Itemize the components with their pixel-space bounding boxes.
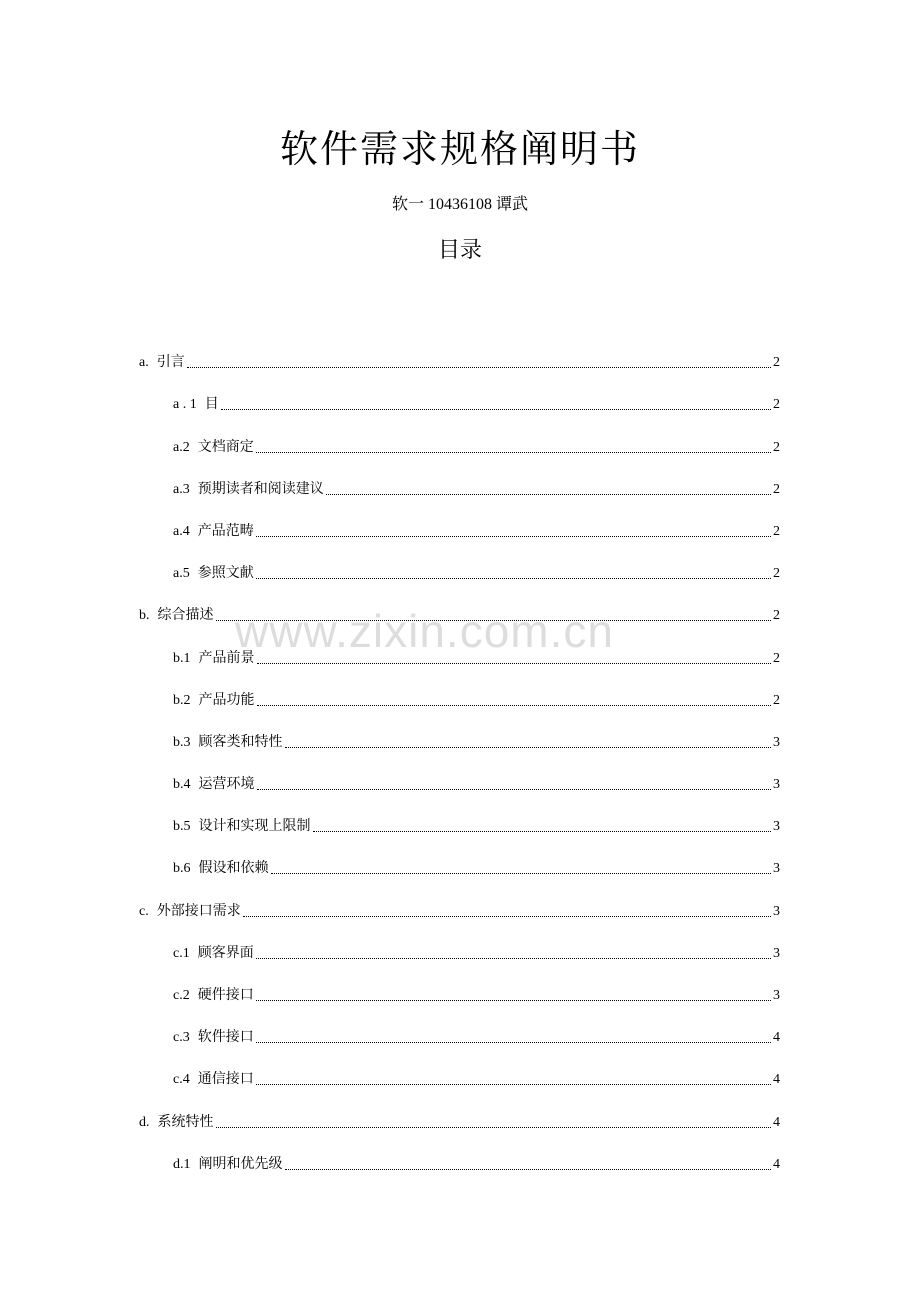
toc-entry[interactable] bbox=[139, 1005, 780, 1047]
toc-dot-leader bbox=[256, 535, 771, 537]
toc-entry-page-number: 4 bbox=[773, 1030, 780, 1046]
toc-entry[interactable] bbox=[139, 963, 780, 1005]
toc-entry-page-number: 4 bbox=[773, 1072, 780, 1088]
toc-dot-leader bbox=[216, 1126, 772, 1128]
toc-entry-number: a.2 bbox=[173, 439, 190, 455]
toc-entry-number: b.5 bbox=[173, 819, 191, 835]
toc-entry-text: 综合描述 bbox=[157, 608, 214, 624]
toc-entry-page-number: 3 bbox=[773, 861, 780, 877]
document-title: 软件需求规格阐明书 bbox=[279, 129, 640, 171]
toc-entry-text: 产品范畴 bbox=[197, 523, 254, 539]
toc-entry[interactable] bbox=[139, 330, 780, 372]
toc-entry-text: 目 bbox=[204, 397, 219, 413]
toc-entry-page-number: 3 bbox=[773, 903, 780, 919]
toc-entry[interactable] bbox=[139, 414, 780, 456]
toc-entry-text: 预期读者和阅读建议 bbox=[197, 481, 324, 497]
toc-entry-text: 顾客界面 bbox=[197, 945, 254, 961]
toc-dot-leader bbox=[216, 619, 772, 621]
toc-entry-text: 外部接口需求 bbox=[156, 903, 241, 919]
toc-entry-text: 软件接口 bbox=[197, 1030, 254, 1046]
toc-entry-text: 硬件接口 bbox=[197, 988, 254, 1003]
toc-dot-leader bbox=[221, 408, 771, 410]
table-of-contents bbox=[139, 330, 780, 1174]
toc-entry[interactable] bbox=[139, 457, 780, 499]
toc-entry[interactable] bbox=[139, 541, 780, 583]
toc-dot-leader bbox=[285, 746, 772, 748]
toc-dot-leader bbox=[256, 999, 771, 1001]
toc-entry-number: c.1 bbox=[173, 945, 190, 961]
toc-entry[interactable] bbox=[139, 878, 780, 920]
watermark: www.zixin.com.cn bbox=[235, 605, 614, 657]
toc-entry-number: b.6 bbox=[173, 861, 191, 877]
toc-entry-page-number: 2 bbox=[773, 397, 780, 413]
toc-entry-page-number: 3 bbox=[773, 734, 780, 750]
toc-dot-leader bbox=[256, 1083, 771, 1085]
toc-entry-text: 引言 bbox=[156, 355, 185, 371]
toc-entry-page-number: 3 bbox=[773, 819, 780, 835]
toc-entry-page-number: 2 bbox=[773, 481, 780, 497]
toc-entry-number: b.2 bbox=[173, 692, 191, 708]
toc-entry-page-number: 2 bbox=[773, 692, 780, 708]
toc-entry[interactable] bbox=[139, 1089, 780, 1131]
toc-entry-number: b.1 bbox=[173, 650, 191, 666]
toc-dot-leader bbox=[256, 451, 771, 453]
toc-entry-page-number: 4 bbox=[773, 1156, 780, 1172]
toc-entry-page-number: 4 bbox=[773, 1114, 780, 1130]
toc-heading: 目录 bbox=[437, 237, 482, 262]
toc-entry-page-number: 3 bbox=[773, 945, 780, 961]
toc-entry-page-number: 2 bbox=[773, 439, 780, 455]
toc-entry-number: c.3 bbox=[173, 1030, 190, 1046]
toc-entry-text: 阐明和优先级 bbox=[198, 1156, 283, 1172]
toc-dot-leader bbox=[187, 366, 771, 368]
toc-dot-leader bbox=[257, 704, 772, 706]
toc-entry-text: 假设和依赖 bbox=[198, 861, 269, 877]
toc-entry[interactable] bbox=[139, 836, 780, 878]
toc-entry-text: 设计和实现上限制 bbox=[198, 819, 311, 835]
toc-entry-page-number: 3 bbox=[773, 777, 780, 793]
toc-entry-number: a.4 bbox=[173, 523, 190, 539]
toc-dot-leader bbox=[285, 1168, 772, 1170]
toc-entry-page-number: 2 bbox=[773, 355, 780, 371]
toc-dot-leader bbox=[256, 577, 771, 579]
toc-entry-number: d. bbox=[139, 1114, 150, 1130]
toc-entry[interactable] bbox=[139, 668, 780, 710]
toc-dot-leader bbox=[257, 662, 772, 664]
toc-entry-number: c.2 bbox=[173, 988, 190, 1003]
toc-entry-text: 运营环境 bbox=[198, 777, 255, 793]
toc-entry-text: 产品功能 bbox=[198, 692, 255, 708]
toc-entry-number: c.4 bbox=[173, 1072, 190, 1088]
toc-entry[interactable] bbox=[139, 794, 780, 836]
toc-entry[interactable] bbox=[139, 1047, 780, 1089]
toc-dot-leader bbox=[326, 493, 771, 495]
toc-entry-number: b. bbox=[139, 608, 150, 624]
toc-dot-leader bbox=[243, 915, 771, 917]
toc-entry[interactable] bbox=[139, 625, 780, 667]
toc-entry-text: 产品前景 bbox=[198, 650, 255, 666]
toc-entry-page-number: 2 bbox=[773, 608, 780, 624]
toc-entry[interactable] bbox=[139, 499, 780, 541]
toc-entry-text: 文档商定 bbox=[197, 439, 254, 455]
toc-entry-page-number: 2 bbox=[773, 650, 780, 666]
toc-dot-leader bbox=[256, 1041, 771, 1043]
toc-entry[interactable] bbox=[139, 583, 780, 625]
toc-entry-page-number: 2 bbox=[773, 523, 780, 539]
toc-dot-leader bbox=[313, 830, 772, 832]
toc-entry-text: 系统特性 bbox=[157, 1114, 214, 1130]
toc-entry-number: a . 1 bbox=[173, 397, 197, 413]
toc-entry-number: a.3 bbox=[173, 481, 190, 497]
document-author: 软一 10436108 谭武 bbox=[391, 196, 528, 213]
toc-entry[interactable] bbox=[139, 921, 780, 963]
toc-entry-page-number: 3 bbox=[773, 988, 780, 1003]
toc-entry-number: b.4 bbox=[173, 777, 191, 793]
toc-entry-number: a. bbox=[139, 355, 149, 371]
toc-entry[interactable] bbox=[139, 372, 780, 414]
toc-entry-page-number: 2 bbox=[773, 566, 780, 582]
toc-entry-text: 顾客类和特性 bbox=[198, 734, 283, 750]
toc-dot-leader bbox=[256, 957, 771, 959]
toc-entry-text: 通信接口 bbox=[197, 1072, 254, 1088]
toc-entry[interactable] bbox=[139, 752, 780, 794]
toc-entry-number: c. bbox=[139, 903, 149, 919]
toc-entry-text: 参照文献 bbox=[197, 566, 254, 582]
toc-entry[interactable] bbox=[139, 1132, 780, 1174]
toc-dot-leader bbox=[271, 872, 772, 874]
toc-dot-leader bbox=[257, 788, 772, 790]
toc-entry-number: d.1 bbox=[173, 1156, 191, 1172]
toc-entry-number: a.5 bbox=[173, 566, 190, 582]
toc-entry[interactable] bbox=[139, 710, 780, 752]
toc-entry-number: b.3 bbox=[173, 734, 191, 750]
